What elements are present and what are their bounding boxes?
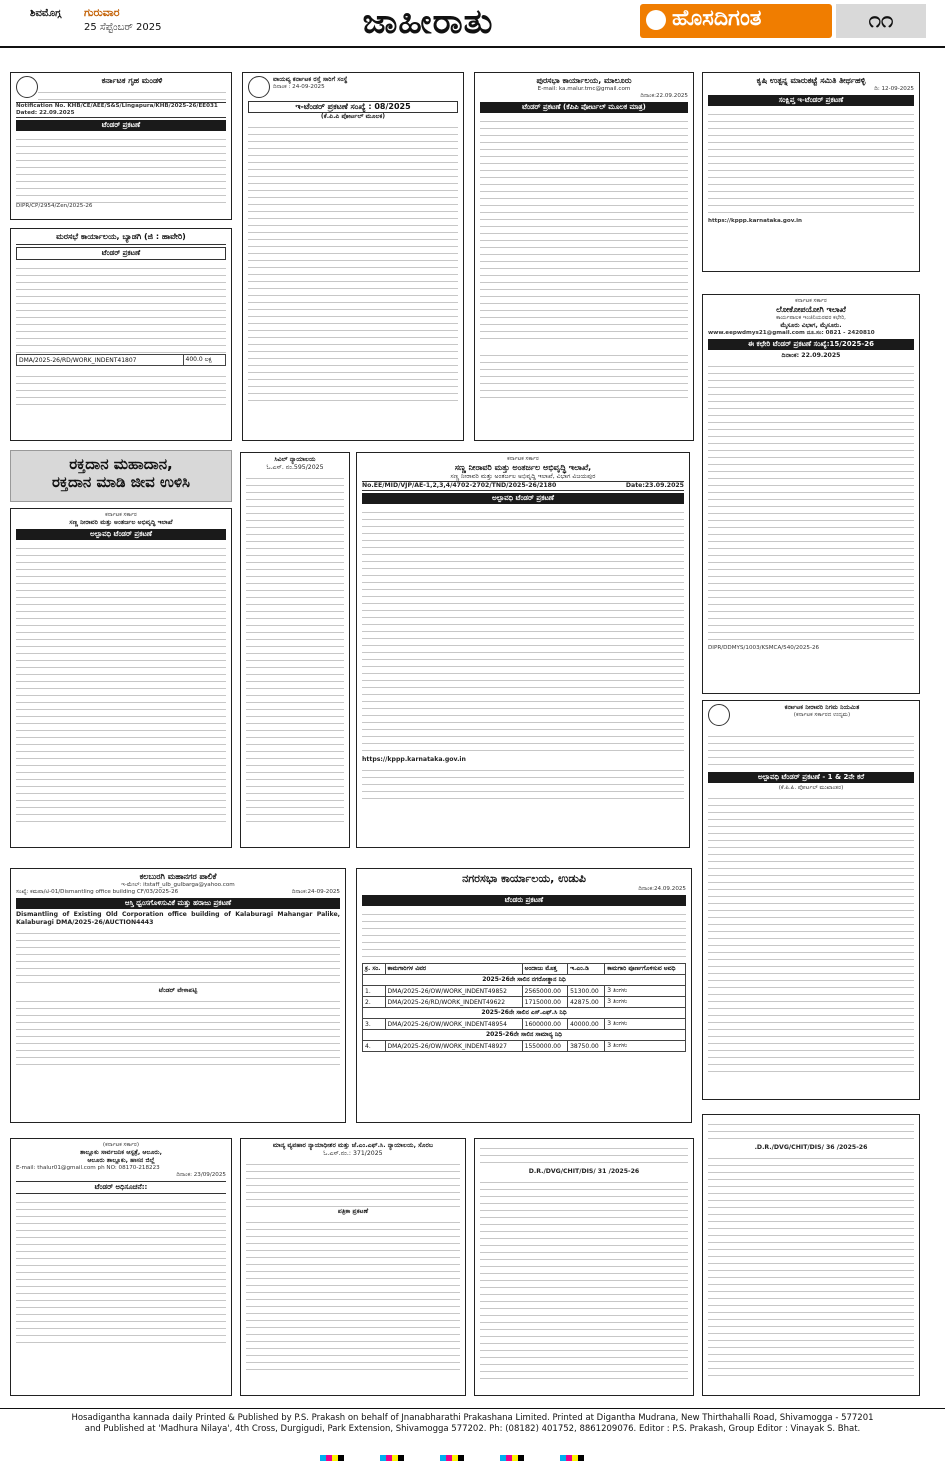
chit2-header bbox=[708, 1118, 914, 1144]
badagi-row-amount: 400.0 ಲಕ್ಷ bbox=[183, 355, 225, 366]
malur-date: ದಿನಾಂಕ:22.09.2025 bbox=[640, 93, 688, 99]
pwd-place: ಮೈಸೂರು ವಿಭಾಗ, ಮೈಸೂರು. bbox=[780, 322, 842, 329]
ad-kgs bbox=[702, 700, 920, 1100]
ad-malur bbox=[474, 72, 694, 441]
kalaburagi-body bbox=[16, 927, 340, 987]
khb-ref: DIPR/CP/2954/Zen/2025-26 bbox=[16, 203, 93, 209]
table-row: 2. DMA/2025-26/RD/WORK_INDENT49622 1715000.00 42875.00 3 ತಿಂಗಳು bbox=[363, 997, 686, 1008]
mim-no: No.EE/MID/VJP/AE-1,2,3,4/4702-2702/TND/2025-26/2180 bbox=[362, 482, 557, 489]
udupi-col-amount: ಅಂದಾಜು ಮೊತ್ತ bbox=[522, 964, 567, 975]
khb-body bbox=[16, 133, 226, 203]
header-weekday: ಗುರುವಾರ bbox=[84, 6, 120, 19]
udupi-sec3: 2025-26ನೇ ಸಾಲಿನ ಸಾಮಾನ್ಯ ನಿಧಿ bbox=[363, 1030, 686, 1041]
mim-site: https://kppp.karnataka.gov.in bbox=[362, 756, 466, 763]
kgs-title: ಕರ್ನಾಟಕ ನೀರಾವರಿ ನಿಗಮ ನಿಯಮಿತ bbox=[784, 704, 860, 711]
ad-udupi bbox=[356, 868, 692, 1123]
ad-court-mid bbox=[240, 452, 350, 848]
apmc-site: https://kppp.karnataka.gov.in bbox=[708, 218, 802, 224]
mil-body bbox=[16, 542, 226, 822]
pwd-gov: ಕರ್ನಾಟಕ ಸರ್ಕಾರ bbox=[795, 298, 827, 304]
aluru-email: E-mail: thalur01@gmail.com ph NO: 08170-218223 bbox=[16, 1165, 160, 1171]
aluru-body bbox=[16, 1196, 226, 1346]
ad-khb bbox=[10, 72, 232, 220]
aluru-date: ದಿನಾಂಕ: 23/09/2025 bbox=[176, 1172, 226, 1178]
udupi-table bbox=[362, 963, 686, 1052]
udupi-col-no: ಕ್ರ. ಸಂ. bbox=[363, 964, 386, 975]
kalaburagi-band: ಆಸ್ತಿ ಧ್ವಂಸಗೊಳಿಸುವಿಕೆ ಮತ್ತು ಹರಾಜು ಪ್ರಕಟಣೆ bbox=[16, 898, 340, 909]
nwkrtc-notice: ಇ-ಟೆಂಡರ್ ಪ್ರಕಟಣೆ ಸಂಖ್ಯೆ : 08/2025 bbox=[248, 101, 458, 113]
nwkrtc-emblem-icon bbox=[248, 76, 270, 98]
badagi-body bbox=[16, 262, 226, 354]
footer bbox=[0, 1408, 945, 1464]
udupi-col-emd: ಇ.ಎಂ.ಡಿ bbox=[568, 964, 605, 975]
mim-signature bbox=[362, 764, 684, 804]
udupi-body bbox=[362, 908, 686, 960]
ad-badagi bbox=[10, 228, 232, 441]
khb-address bbox=[38, 86, 226, 102]
udupi-date: ದಿನಾಂಕ:24.09.2025 bbox=[638, 886, 686, 892]
udupi-sec1: 2025-26ನೇ ಸಾಲಿನ ನಗರೋತ್ಥಾನ ನಿಧಿ bbox=[363, 975, 686, 986]
chit1-header bbox=[480, 1142, 688, 1168]
udupi-title: ನಗರಸಭಾ ಕಾರ್ಯಾಲಯ, ಉಡುಪಿ bbox=[462, 872, 586, 885]
apmc-band: ಸಂಕ್ಷಿಪ್ತ ಇ-ಟೆಂಡರ್ ಪ್ರಕಟಣೆ bbox=[708, 95, 914, 106]
pwd-body bbox=[708, 360, 914, 645]
kgs-ref bbox=[708, 730, 914, 770]
ad-minor-irrigation-main bbox=[356, 452, 690, 848]
pwd-title: ಲೋಕೋಪಯೋಗಿ ಇಲಾಖೆ bbox=[776, 305, 846, 314]
mil-band: ಅಲ್ಪಾವಧಿ ಟೆಂಡರ್ ಪ್ರಕಟಣೆ bbox=[16, 529, 226, 540]
paper-logo bbox=[640, 4, 832, 38]
page-number: ೧೧ bbox=[836, 4, 926, 38]
chit2-case: .D.R./DVG/CHIT/DIS/ 36 /2025-26 bbox=[754, 1144, 868, 1151]
court2-body bbox=[246, 1216, 460, 1376]
kalaburagi-email: ಇ-ಮೇಲ್: itstaff_ulb_gulbarga@yahoo.com bbox=[121, 882, 235, 888]
header-location: ಶಿವಮೊಗ್ಗ bbox=[30, 8, 62, 19]
pwd-band: ಈ ಕಛೇರಿ ಟೆಂಡರ್ ಪ್ರಕಟಣೆ ಸಂಖ್ಯೆ:15/2025-26 bbox=[708, 339, 914, 350]
aluru-band: ಟೆಂಡರ್ ಅಧಿಸೂಚನೆ:: bbox=[16, 1181, 226, 1194]
blood-line2: ರಕ್ತದಾನ ಮಾಡಿ ಜೀವ ಉಳಿಸಿ bbox=[51, 473, 191, 491]
khb-emblem-icon bbox=[16, 76, 38, 98]
ad-blood-donation bbox=[10, 450, 232, 502]
kalaburagi-work: Dismantling of Existing Old Corporation office building of Kalaburagi Mahangar Palike, Kalaburagi DMA/2025-26/AUCTION4443 bbox=[16, 911, 340, 926]
pwd-date: ದಿನಾಂಕ: 22.09.2025 bbox=[781, 352, 841, 359]
kalaburagi-ref: ಸಂಖ್ಯೆ: ಕಮಪಾ/ಟಿ-01/Dismantling office building CF/03/2025-26 bbox=[16, 889, 179, 895]
badagi-table bbox=[16, 354, 226, 366]
nwkrtc-body bbox=[248, 121, 458, 401]
kgs-band: ಅಲ್ಪಾವಧಿ ಟೆಂಡರ್ ಪ್ರಕಟಣೆ - 1 & 2ನೇ ಕರೆ bbox=[708, 772, 914, 783]
footer-line1: Hosadigantha kannada daily Printed & Published by P.S. Prakash on behalf of Jnanabharathi Prakashana Limited. Printed at Digantha Mudrana, New Thirthahalli Road, Shivamogga - 577201 bbox=[71, 1413, 874, 1423]
paper-name: ಹೊಸದಿಗಂತ bbox=[672, 6, 762, 31]
malur-body bbox=[480, 115, 688, 345]
header-date: 25 ಸೆಪ್ಟೆಂಬರ್ 2025 bbox=[84, 22, 162, 33]
court2-band: ಪತ್ರಿಕಾ ಪ್ರಕಟಣೆ bbox=[337, 1208, 369, 1215]
chit2-body bbox=[708, 1152, 914, 1382]
udupi-col-work: ಕಾಮಗಾರಿಗಳ ವಿವರ bbox=[385, 964, 522, 975]
court-mid-case: ಓ.ಎಸ್. ನಂ.595/2025 bbox=[266, 464, 324, 471]
apmc-date: ದಿ: 12-09-2025 bbox=[874, 86, 914, 92]
aluru-gov: (ಕರ್ನಾಟಕ ಸರ್ಕಾರ) bbox=[102, 1142, 140, 1148]
table-row: 4. DMA/2025-26/OW/WORK_INDENT48927 1550000.00 38750.00 3 ತಿಂಗಳು bbox=[363, 1041, 686, 1052]
registration-marks bbox=[320, 1455, 620, 1461]
pwd-sub: ಕಾರ್ಯಪಾಲಕ ಇಂಜಿನಿಯರವರ ಕಛೇರಿ, bbox=[776, 315, 846, 321]
ad-apmc bbox=[702, 72, 920, 272]
ad-kalaburagi bbox=[10, 868, 346, 1123]
ad-chit-31 bbox=[474, 1138, 694, 1396]
ad-minor-irrigation-left bbox=[10, 508, 232, 848]
ad-nwkrtc bbox=[242, 72, 464, 441]
aluru-sub: ಆಲೂರು ತಾಲ್ಲೂಕು, ಹಾಸನ ಜಿಲ್ಲೆ bbox=[87, 1157, 155, 1164]
malur-email: E-mail: ka.malur.tmc@gmail.com bbox=[537, 86, 631, 92]
table-row: 3. DMA/2025-26/OW/WORK_INDENT48954 1600000.00 40000.00 3 ತಿಂಗಳು bbox=[363, 1019, 686, 1030]
court-mid-body bbox=[246, 472, 344, 827]
ad-chit-36 bbox=[702, 1114, 920, 1396]
court2-parties bbox=[246, 1158, 460, 1208]
pwd-contact: www.eepwdmys21@gmail.com ದೂ.ಸಂ: 0821 - 2420810 bbox=[708, 330, 875, 336]
court-mid-title: ಸಿವಿಲ್ ನ್ಯಾಯಾಲಯ bbox=[274, 456, 316, 463]
mim-band: ಅಲ್ಪಾವಧಿ ಟೆಂಡರ್ ಪ್ರಕಟಣೆ bbox=[362, 493, 684, 504]
mim-date: Date:23.09.2025 bbox=[625, 482, 684, 489]
kgs-portal: (ಕೆ.ಪಿ.ಪಿ. ಪೋರ್ಟಲ್ ಮುಖಾಂತರ) bbox=[778, 785, 844, 791]
kalaburagi-date: ದಿನಾಂಕ:24-09-2025 bbox=[291, 889, 340, 895]
aluru-title: ತಾಲ್ಲೂಕು ಸಾರ್ವಜನಿಕ ಆಸ್ಪತ್ರೆ, ಆಲೂರು, bbox=[79, 1149, 163, 1156]
malur-band: ಟೆಂಡರ್ ಪ್ರಕಟಣೆ (ಕೆಪಿಪಿ ಪೋರ್ಟಲ್ ಮೂಲಕ ಮಾತ್ರ) bbox=[480, 102, 688, 113]
chit1-body bbox=[480, 1176, 688, 1381]
badagi-row-work: DMA/2025-26/RD/WORK_INDENT41807 bbox=[17, 355, 184, 366]
sun-icon bbox=[646, 10, 666, 30]
ad-pwd bbox=[702, 294, 920, 694]
masthead bbox=[0, 0, 945, 48]
badagi-signatures bbox=[16, 370, 226, 406]
nwkrtc-title: ವಾಯವ್ಯ ಕರ್ನಾಟಕ ರಸ್ತೆ ಸಾರಿಗೆ ಸಂಸ್ಥೆ bbox=[273, 76, 348, 83]
footer-line2: and Published at 'Madhura Nilaya', 4th Cross, Durgigudi, Park Extension, Shivamogga 577202. Ph: (08182) 401752, 8861209076. Editor : P.S. Prakash, Group Editor : Vinayak S. Bhat. bbox=[84, 1424, 861, 1434]
udupi-col-period: ಕಾಮಗಾರಿ ಪೂರ್ಣಗೊಳಿಸುವ ಅವಧಿ bbox=[605, 964, 686, 975]
nwkrtc-portal: (ಕೆ.ಪಿ.ಪಿ ಪೋರ್ಟಲ್ ಮೂಲಕ) bbox=[320, 113, 386, 120]
apmc-body bbox=[708, 108, 914, 218]
mim-sub: ಸಣ್ಣ ನೀರಾವರಿ ಮತ್ತು ಅಂತರ್ಜಲ ಅಭಿವೃದ್ಧಿ ಇಲಾಖೆ, ವಿಭಾಗ ವಿಜಯಪುರ bbox=[450, 473, 596, 480]
chit1-case: D.R./DVG/CHIT/DIS/ 31 /2025-26 bbox=[528, 1168, 640, 1175]
kgs-sub: (ಕರ್ನಾಟಕ ಸರ್ಕಾರದ ಉದ್ಯಮ) bbox=[793, 712, 851, 718]
court2-title: ಮಾನ್ಯ ವ್ಯವಹಾರ ನ್ಯಾಯಾಧೀಶರ ಮತ್ತು ಜೆ.ಎಂ.ಎಫ್.ಸಿ. ನ್ಯಾಯಾಲಯ, ಸೊರಬ bbox=[272, 1142, 434, 1149]
mim-title: ಸಣ್ಣ ನೀರಾವರಿ ಮತ್ತು ಅಂತರ್ಜಲ ಅಭಿವೃದ್ಧಿ ಇಲಾಖೆ, bbox=[454, 463, 592, 472]
table-row: 1. DMA/2025-26/OW/WORK_INDENT49852 2565000.00 51300.00 3 ತಿಂಗಳು bbox=[363, 986, 686, 997]
mil-gov: ಕರ್ನಾಟಕ ಸರ್ಕಾರ bbox=[105, 512, 137, 518]
kgs-logo-icon bbox=[708, 704, 730, 726]
badagi-band: ಟೆಂಡರ್ ಪ್ರಕಟಣೆ bbox=[16, 247, 226, 260]
kalaburagi-schedule: ಟೆಂಡರ್ ವೇಳಾಪಟ್ಟಿ bbox=[158, 987, 198, 994]
court2-case: ಓ.ಎಸ್.ನಂ.: 371/2025 bbox=[323, 1150, 383, 1157]
blood-line1: ರಕ್ತದಾನ ಮಹಾದಾನ, bbox=[69, 455, 173, 473]
khb-band: ಟೆಂಡರ್ ಪ್ರಕಟಣೆ bbox=[16, 120, 226, 131]
badagi-title: ಮರಸಭೆ ಕಾರ್ಯಾಲಯ, ಬ್ಯಾಡಗಿ (ಜಿ : ಹಾವೇರಿ) bbox=[56, 232, 186, 241]
malur-title: ಪುರಸಭಾ ಕಾರ್ಯಾಲಯ, ಮಾಲೂರು bbox=[536, 76, 632, 85]
section-title: ಜಾಹೀರಾತು bbox=[362, 2, 494, 42]
kalaburagi-schedule-body bbox=[16, 995, 340, 1070]
mil-title: ಸಣ್ಣ ನೀರಾವರಿ ಮತ್ತು ಅಂತರ್ಜಲ ಅಭಿವೃದ್ಧಿ ಇಲಾಖೆ bbox=[69, 519, 173, 526]
ad-court-soraba bbox=[240, 1138, 466, 1396]
ad-aluru-hospital bbox=[10, 1138, 232, 1396]
kalaburagi-title: ಕಲಬುರಗಿ ಮಹಾನಗರ ಪಾಲಿಕೆ bbox=[139, 872, 217, 881]
udupi-sec2: 2025-26ನೇ ಸಾಲಿನ ಎಸ್.ಎಫ್.ಸಿ ನಿಧಿ bbox=[363, 1008, 686, 1019]
udupi-band: ಟೆಂಡರು ಪ್ರಕಟಣೆ bbox=[362, 895, 686, 906]
khb-title: ಕರ್ನಾಟಕ ಗೃಹ ಮಂಡಳಿ bbox=[101, 76, 163, 85]
mim-gov: ಕರ್ನಾಟಕ ಸರ್ಕಾರ bbox=[507, 456, 539, 462]
khb-notification: Notification No. KHB/CE/AEE/S&S/Lingapura/KHB/2025-26/EE031 Dated: 22.09.2025 bbox=[16, 102, 226, 118]
pwd-ref: DIPR/DDMYS/1003/KSMCA/540/2025-26 bbox=[708, 645, 820, 651]
mim-body bbox=[362, 506, 684, 756]
kgs-body bbox=[708, 792, 914, 1077]
apmc-title: ಕೃಷಿ ಉತ್ಪನ್ನ ಮಾರುಕಟ್ಟೆ ಸಮಿತಿ ತೀರ್ಥಹಳ್ಳಿ bbox=[756, 76, 866, 85]
malur-signatures bbox=[480, 349, 688, 399]
nwkrtc-date: ದಿನಾಂಕ : 24-09-2025 bbox=[273, 84, 325, 90]
